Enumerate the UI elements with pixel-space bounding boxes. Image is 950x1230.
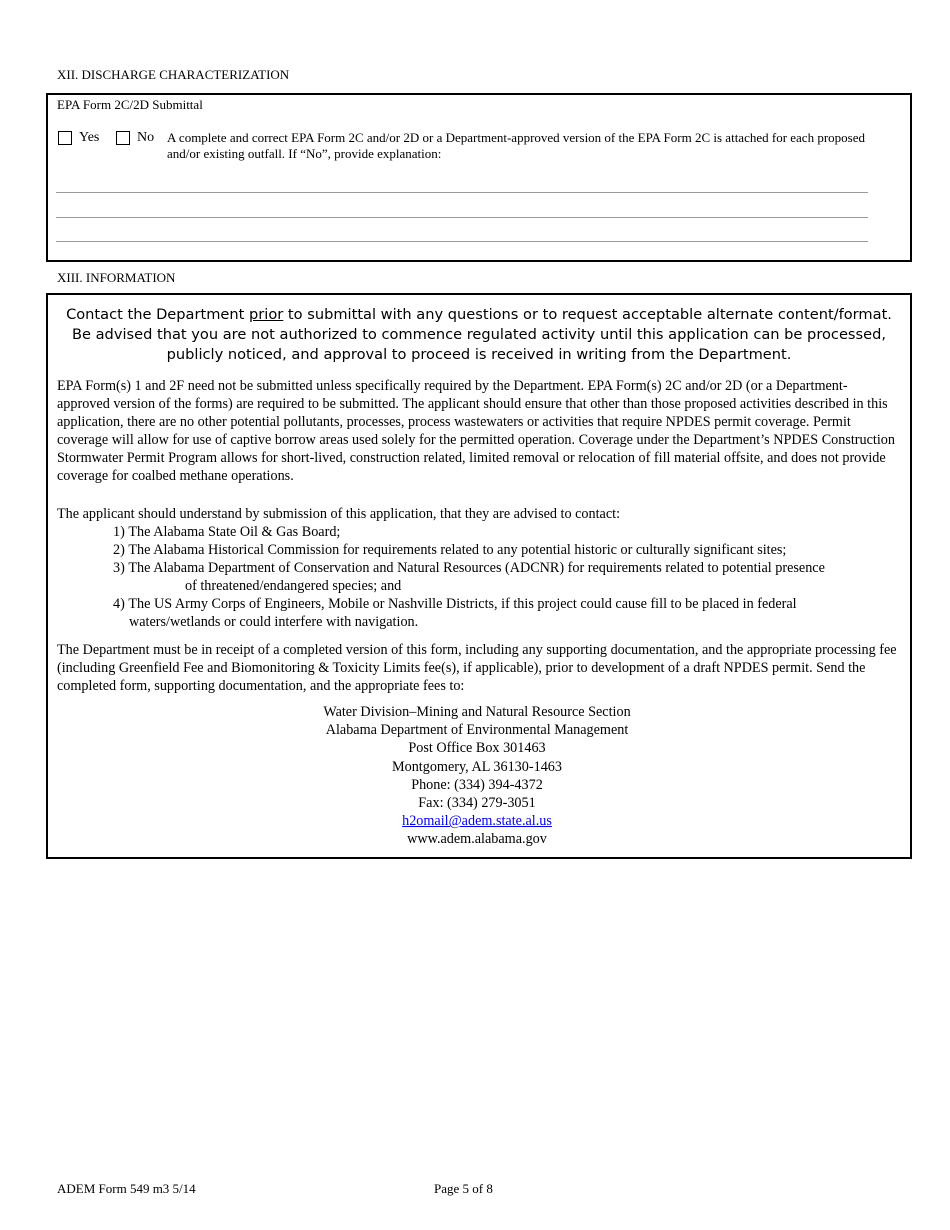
list-item xyxy=(113,523,903,541)
info-paragraph-2: The applicant should understand by submission of this application, that they are advised to contact: xyxy=(57,506,621,522)
yes-label: Yes xyxy=(79,130,100,145)
list-item xyxy=(113,595,903,613)
list-text: The Alabama Department of Conservation and Natural Resources (ADCNR) for requirements related to potential presence xyxy=(128,560,825,576)
list-text: The Alabama State Oil & Gas Board; xyxy=(128,524,341,540)
contact-notice xyxy=(48,305,910,365)
page-number: Page 5 of 8 xyxy=(434,1181,493,1196)
list-item-continuation: waters/wetlands or could interfere with navigation. xyxy=(129,614,419,630)
explanation-line[interactable] xyxy=(56,192,868,193)
list-item xyxy=(113,541,903,559)
no-label: No xyxy=(137,130,155,145)
notice-line-3: publicly noticed, and approval to proceed is received in writing from the Department. xyxy=(166,346,792,363)
yes-checkbox[interactable] xyxy=(58,131,72,145)
fax-number: Fax: (334) 279-3051 xyxy=(418,795,536,812)
discharge-characterization-box xyxy=(46,93,912,262)
notice-text: Contact the Department xyxy=(66,306,250,323)
list-number: 4) xyxy=(113,596,129,612)
address-line: Montgomery, AL 36130-1463 xyxy=(392,758,562,775)
explanation-line[interactable] xyxy=(56,217,868,218)
list-number: 1) xyxy=(113,524,129,540)
section-13-heading: XIII. INFORMATION xyxy=(57,270,176,285)
explanation-line[interactable] xyxy=(56,241,868,242)
info-paragraph-1: EPA Form(s) 1 and 2F need not be submitted unless specifically required by the Department. EPA Form(s) 2C and/or 2D (or a Department-approved version of the forms) are required to be submitted. The applicant should ensure that other than those proposed activities described in this application, there are no other potential pollutants, processes, process wastewaters or activities that require NPDES permit coverage. Permit coverage will allow for use of captive borrow areas used solely for the permitted operation. Coverage under the Department’s NPDES Construction Stormwater Permit Program allows for short-lived, construction related, limited removal or relocation of fill material offsite, and does not provide coverage for coalbed methane operations. xyxy=(57,378,895,484)
information-box xyxy=(46,293,912,859)
notice-line-2: Be advised that you are not authorized to commence regulated activity until this application can be processed, xyxy=(71,326,887,343)
phone-number: Phone: (334) 394-4372 xyxy=(411,776,543,793)
epa-form-submittal-label: EPA Form 2C/2D Submittal xyxy=(57,97,203,112)
info-paragraph-3: The Department must be in receipt of a completed version of this form, including any supporting documentation, and the appropriate processing fee (including Greenfield Fee and Biomonitoring & Toxicity Limits fee(s), if applicable), prior to development of a draft NPDES permit. Send the completed form, supporting documentation, and the appropriate fees to: xyxy=(57,642,897,694)
list-number: 3) xyxy=(113,560,129,576)
no-option[interactable] xyxy=(116,130,154,146)
list-item xyxy=(113,559,903,577)
list-item-continuation: of threatened/endangered species; and xyxy=(185,578,402,594)
website: www.adem.alabama.gov xyxy=(407,831,547,848)
section-12-heading: XII. DISCHARGE CHARACTERIZATION xyxy=(57,67,290,82)
epa-form-description: A complete and correct EPA Form 2C and/or 2D or a Department-approved version of the EPA Form 2C is attached for each proposed and/or existing outfall. If “No”, provide explanation: xyxy=(167,130,865,161)
form-id: ADEM Form 549 m3 5/14 xyxy=(57,1181,196,1196)
notice-prior-emphasis: prior xyxy=(249,306,284,323)
yes-option[interactable] xyxy=(58,130,99,146)
address-line: Post Office Box 301463 xyxy=(408,740,546,757)
list-text: The Alabama Historical Commission for requirements related to any potential historic or culturally significant sites; xyxy=(128,542,787,558)
contacts-list xyxy=(113,523,903,631)
notice-text: to submittal with any questions or to request acceptable alternate content/format. xyxy=(283,306,892,323)
address-line: Water Division–Mining and Natural Resource Section xyxy=(323,704,631,720)
mailing-address xyxy=(48,703,906,849)
address-line: Alabama Department of Environmental Management xyxy=(325,722,629,739)
list-number: 2) xyxy=(113,542,129,558)
email-link[interactable]: h2omail@adem.state.al.us xyxy=(402,813,552,830)
no-checkbox[interactable] xyxy=(116,131,130,145)
list-text: The US Army Corps of Engineers, Mobile or Nashville Districts, if this project could cause fill to be placed in federal xyxy=(128,596,797,612)
